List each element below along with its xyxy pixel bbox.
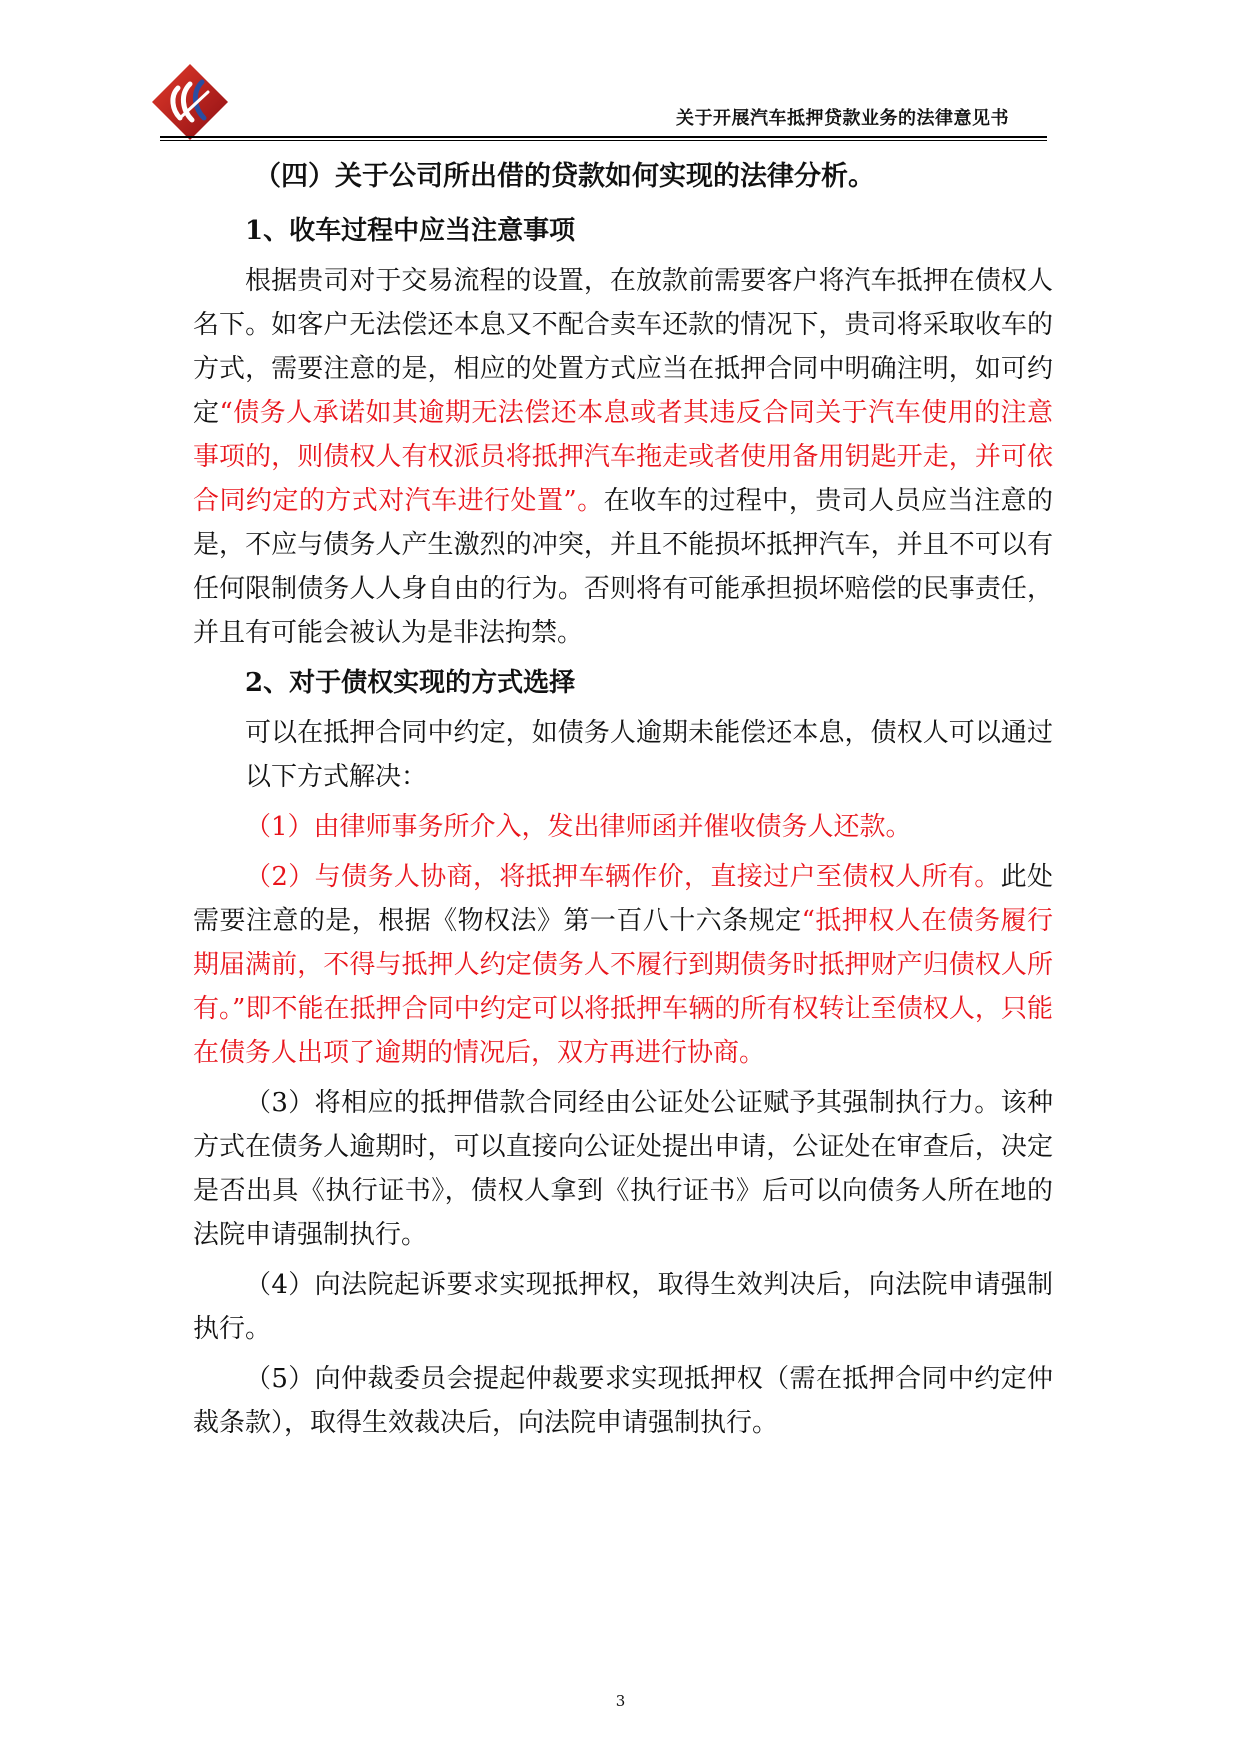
list-item-2: [193, 855, 1053, 1075]
list-item-3: （3）将相应的抵押借款合同经由公证处公证赋予其强制执行力。该种方式在债务人逾期时，可以直接向公证处提出申请，公证处在审查后，决定是否出具《执行证书》，债权人拿到《执行证书》后可以向债务人所在地的法院申请强制执行。: [193, 1088, 1053, 1250]
company-logo-icon: [150, 62, 230, 142]
law-article-quote: “抵押权人在债务履行期届满前，不得与抵押人约定债务人不履行到期债务时抵押财产归债权人所有。”即不能在抵押合同中约定可以将抵押车辆的所有权转让至债权人，只能在债务人出项了逾期的情况后，双方再进行协商。: [193, 906, 1053, 1068]
document-body: [193, 155, 1053, 1451]
list-item-1: （1）由律师事务所介入，发出律师函并催收债务人还款。: [245, 812, 912, 842]
section-title: （四）关于公司所出借的贷款如何实现的法律分析。: [254, 161, 875, 192]
paragraph-text: 在收车的过程中，贵司人员应当注意的是，不应与债务人产生激烈的冲突，并且不能损坏抵押汽车，并且不可以有任何限制债务人人身自由的行为。否则将有可能承担损坏赔偿的民事责任，并且有可能会被认为是非法拘禁。: [193, 486, 1053, 648]
paragraph-intro: 可以在抵押合同中约定，如债务人逾期未能偿还本息，债权人可以通过以下方式解决：: [245, 718, 1053, 792]
list-item-5: （5）向仲裁委员会提起仲裁要求实现抵押权（需在抵押合同中约定仲裁条款），取得生效裁决后，向法院申请强制执行。: [193, 1364, 1053, 1438]
page-number: 3: [615, 1692, 626, 1710]
paragraph-collection: [193, 259, 1053, 655]
header-divider: [160, 136, 1047, 138]
paragraph-text: 根据贵司对于交易流程的设置，在放款前需要客户将汽车抵押在债权人名下。如客户无法偿还本息又不配合卖车还款的情况下，贵司将采取收车的方式，需要注意的是，相应的处置方式应当在抵押合同中明确注明，如可约定: [193, 266, 1053, 428]
subheading-2: 2、对于债权实现的方式选择: [245, 668, 576, 698]
contract-clause-quote: “债务人承诺如其逾期无法偿还本息或者其违反合同关于汽车使用的注意事项的，则债权人有权派员将抵押汽车拖走或者使用备用钥匙开走，并可依合同约定的方式对汽车进行处置”。: [193, 398, 1053, 516]
header-divider-thin: [160, 140, 1047, 141]
header-title: 关于开展汽车抵押贷款业务的法律意见书: [676, 108, 1009, 129]
list-item-2-text: （2）与债务人协商，将抵押车辆作价，直接过户至债权人所有。: [245, 862, 1001, 892]
list-item-4: （4）向法院起诉要求实现抵押权，取得生效判决后，向法院申请强制执行。: [193, 1270, 1053, 1344]
list-item-2-note: 此处需要注意的是，根据《物权法》第一百八十六条规定: [193, 862, 1053, 936]
subheading-1: 1、收车过程中应当注意事项: [245, 216, 576, 246]
